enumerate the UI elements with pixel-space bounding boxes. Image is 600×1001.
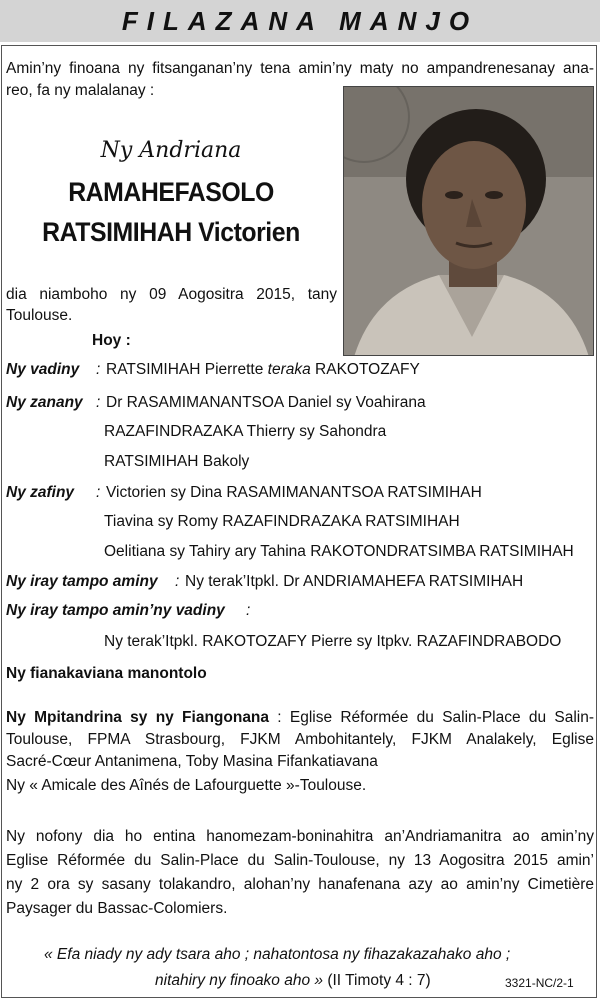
pastors-line-3: Sacré-Cœur Antanimena, Toby Masina Fifankatiavana [6, 753, 378, 770]
relatives-label: Ny fianakaviana manontolo [6, 665, 207, 682]
children-label: Ny zanany [6, 394, 83, 411]
portrait-photo [343, 86, 594, 356]
spouse-value: RATSIMIHAH Pierrette teraka RAKOTOZAFY [106, 361, 420, 378]
page-header [0, 0, 600, 42]
grandchildren-sep: : [96, 484, 101, 501]
pastors-line-1: Ny Mpitandrina sy ny Fiangonana : Eglise Réformée du Salin-Place du Salin- [6, 709, 594, 726]
grandchild-entry: Oelitiana sy Tahiry ary Tahina RAKOTONDRATSIMBA RATSIMIHAH [104, 543, 574, 560]
child-entry: RAZAFINDRAZAKA Thierry sy Sahondra [104, 423, 387, 440]
child-entry: Dr RASAMIMANANTSOA Daniel sy Voahirana [106, 394, 426, 411]
death-notice-line-1: dia niamboho ny 09 Aogositra 2015, tany [6, 286, 337, 303]
grandchild-entry: Tiavina sy Romy RAZAFINDRAZAKA RATSIMIHAH [104, 513, 460, 530]
deceased-name-line2: RATSIMIHAH Victorien [42, 217, 300, 247]
intro-line-1: Amin’ny finoana ny fitsanganan’ny tena amin’ny maty no ampandrenesanay ana- [6, 60, 594, 77]
siblings-label: Ny iray tampo aminy [6, 573, 158, 590]
spouse-siblings-label: Ny iray tampo amin’ny vadiny [6, 602, 225, 619]
siblings-value: Ny terak’Itpkl. Dr ANDRIAMAHEFA RATSIMIHAH [185, 573, 524, 590]
funeral-line-4: Paysager du Bassac-Colomiers. [6, 900, 228, 917]
spouse-siblings-value: Ny terak’Itpkl. RAKOTOZAFY Pierre sy Itpkv. RAZAFINDRABODO [104, 633, 562, 650]
header-title: FILAZANA MANJO [121, 5, 479, 36]
siblings-sep: : [175, 573, 180, 590]
funeral-line-2: Eglise Réformée du Salin-Place du Salin-Toulouse, ny 13 Aogositra 2015 amin’ [6, 852, 594, 869]
verse-line-2: nitahiry ny finoako aho » (II Timoty 4 : 7) [155, 972, 431, 989]
verse-line-1: « Efa niady ny ady tsara aho ; nahatontosa ny fihazakazahako aho ; [44, 946, 511, 963]
funeral-line-1: Ny nofony dia ho entina hanomezam-boninahitra an’Andriamanitra ao amin’ny [6, 828, 594, 845]
intro-line-2: reo, fa ny malalanay : [6, 82, 155, 99]
child-entry: RATSIMIHAH Bakoly [104, 453, 250, 470]
spouse-sep: : [96, 361, 101, 378]
hoy-label: Hoy : [92, 332, 131, 349]
pastors-line-4: Ny « Amicale des Aînés de Lafourguette »-Toulouse. [6, 777, 367, 794]
grandchild-entry: Victorien sy Dina RASAMIMANANTSOA RATSIMIHAH [106, 484, 482, 501]
pastors-line-2: Toulouse, FPMA Strasbourg, FJKM Ambohitantely, FJKM Analakely, Eglise [6, 731, 594, 748]
children-sep: : [96, 394, 101, 411]
reference-code: 3321-NC/2-1 [505, 976, 574, 990]
spouse-siblings-sep: : [246, 602, 251, 619]
grandchildren-label: Ny zafiny [6, 484, 75, 501]
funeral-line-3: ny 2 ora sy sasany tolakandro, alohan’ny hanafenana azy ao amin’ny Cimetière [6, 876, 594, 893]
spouse-label: Ny vadiny [6, 361, 80, 378]
death-notice-line-2: Toulouse. [6, 307, 73, 324]
deceased-name-line1: RAMAHEFASOLO [68, 177, 274, 207]
deceased-honorific: Ny Andriana [100, 138, 242, 163]
